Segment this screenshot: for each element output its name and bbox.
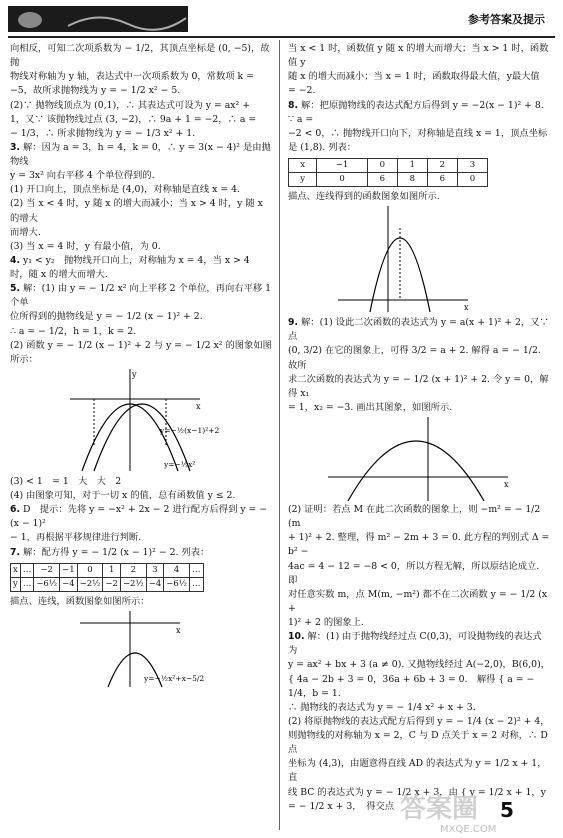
table-cell: 2 [120,563,146,577]
graph-problem-8 [318,204,478,316]
table-cell: 0 [457,173,487,187]
column-divider [279,40,280,830]
left-column [10,42,272,689]
text-line: 解：(1) 由 y = − 1/2 x² 向上平移 2 个单位，再向右平移 1 个单 [10,283,272,309]
text-line: 解：把原抛物线的表达式配方后得到 y = −2(x − 1)² + 8. ∵ a = [288,99,544,125]
text-line: −2 < 0，∴ 抛物线开口向下，对称轴是直线 x = 1，顶点坐标 [288,127,548,139]
text-line: (3) < 1 = 1 大 大 2 [10,475,122,487]
table-row [11,577,204,591]
text-line: (3) 当 x = 4 时，y 有最小值，为 0. [10,240,161,252]
svg-text:y: y [132,369,137,379]
table-cell: 0 [367,159,397,173]
text-line: 描点、连线得到的函数图象如图所示. [288,191,440,202]
text-line: (0, 3/2) 在它的图象上，可得 3/2 = a + 2. 解得 a = − 1/2. 故所 [288,345,541,371]
text-line: 解：配方得 y = − 1/2 (x − 1)² − 2. 列表： [22,546,210,558]
problem-number: 5. [10,283,21,295]
problem-7 [10,546,272,560]
text-line: 当 x < 1 时，函数值 y 随 x 的增大而增大；当 x > 1 时，函数值 y [288,43,549,69]
problem-6 [10,503,272,531]
graph-problem-5 [60,367,260,475]
text-line: ∴ 抛物线的表达式为 y = − 1/4 x² + x + 3. [288,701,476,713]
table-cell: 3 [457,159,487,173]
text-line: 位所得到的抛物线是 y = − 1/2 (x − 1)² + 2. [10,311,203,323]
text-line: 1，又∵ 该抛物线过点 (3, −2)，∴ 9a + 1 = −2，∴ a = [10,113,257,125]
header-title: 参考答案及提示 [468,13,545,26]
text-line: 解：因为 a = 3，h = 4，k = 0，∴ y = 3(x − 4)² 是由抛物线 [10,141,271,167]
text-line: − 1，再根据平移规律进行判断. [10,532,142,544]
text-line: y₁ < y₂ 抛物线开口向上，对称轴为 x = 4，当 x > 4 [22,254,250,266]
table-cell: 1 [103,563,121,577]
page-number: 5 [500,798,514,822]
table-cell: 1 [397,159,427,173]
problem-4 [10,254,272,268]
table-cell: x [289,159,317,173]
right-column [288,42,550,814]
text-line: 描点、连线，函数图象如图所示： [10,595,150,607]
svg-text:x: x [464,303,469,313]
curve-label: y=−½x²+x−5/2 [144,673,205,683]
value-table [288,158,488,187]
svg-text:x: x [196,401,201,411]
text-line: 所示： [10,353,38,365]
text-line: (2)∵ 抛物线顶点为 (0,1)，∴ 其表达式可设为 y = ax² + [10,99,250,111]
problem-5 [10,282,272,310]
curve-label: y=−½(x−1)²+2 [160,425,220,435]
problem-3 [10,141,272,169]
graph-problem-7 [60,609,260,689]
table-cell: −4 [146,577,164,591]
text-line: = 1，x₂ = −3. 画出其图象，如图所示. [288,401,453,413]
text-line: 而增大. [10,226,41,238]
problem-9 [288,316,550,344]
problem-number: 6. [10,504,21,516]
watermark-url: MXQE.COM [440,824,497,835]
table-cell: 0 [317,173,368,187]
table-cell: 8 [397,173,427,187]
text-line: 随 x 的增大而减小；当 x = 1 时，函数取得最大值，y最大值 = −2. [288,71,540,97]
table-cell: 0 [77,563,103,577]
text-line: −5，故所求抛物线为 y = − 1/2 x² − 5. [10,85,181,97]
text-line: y = ax² + bx + 3 (a ≠ 0). 又抛物线经过 A(−2,0)，B(6,0)， [288,659,550,671]
text-line: y = 3x² 向右平移 4 个单位得到的. [10,170,155,182]
table-cell: … [190,577,204,591]
table-cell: x [11,563,21,577]
text-line: D 提示：先将 y = −x² + 2x − 2 进行配方后得到 y = −(x − 1)² [10,504,268,530]
text-line: 时，随 x 的增大而增大. [10,269,108,280]
graph-problem-9 [318,415,518,503]
text-line: 坐标为 (4,3)，由题意得直线 AD 的表达式为 y = 1/2 x + 1，直 [288,758,547,784]
problem-8 [288,99,550,127]
table-cell: y [289,173,317,187]
table-cell: 4 [164,563,190,577]
text-line: + 1)² + 2. 整理，得 m² − 2m + 3 = 0. 此方程的判别式 Δ = b² − [288,532,550,558]
table-cell: −2½ [77,577,103,591]
table-cell: −1 [60,563,78,577]
text-line: 物线对称轴为 y 轴，表达式中一次项系数为 0，常数项 k = [10,71,254,83]
text-line: 线 BC 的表达式为 y = − 1/2 x + 3，由 { y = 1/2 x + 1，y = − 1/2 x + 3， 得交点 [288,786,546,812]
table-cell: … [190,563,204,577]
svg-text:x: x [504,480,509,489]
header-banner [8,6,188,32]
problem-10 [288,630,550,658]
table-row [289,159,488,173]
table-cell: −4 [60,577,78,591]
table-cell: … [20,563,34,577]
text-line: 向相反，可知二次项系数为 − 1/2，其顶点坐标是 (0, −5)，故抛 [10,43,270,69]
text-line: 则抛物线的对称轴为 x = 2，C 与 D 点关于 x = 2 对称，∴ D 点 [288,730,548,756]
text-line: 1)² + 2 的图象上. [288,617,364,628]
table-cell: … [20,577,34,591]
curve-label: y=−½x² [164,459,196,469]
text-line: 是 (1,8). 列表： [288,141,357,153]
table-cell: −1 [317,159,368,173]
value-table [10,563,204,592]
text-line: 求二次函数的表达式为 y = − 1/2 (x + 1)² + 2. 令 y = 0，解得 x₁ [288,373,549,399]
text-line: (2) 证明：若点 M 在此二次函数的图象上，则 −m² = − 1/2 (m [288,504,541,530]
page-header [0,0,563,40]
text-line: (2) 函数 y = − 1/2 (x − 1)² + 2 与 y = − 1/2 x² 的图象如图 [10,339,272,351]
problem-number: 7. [10,546,21,558]
banner-art-icon [8,6,188,32]
problem-number: 8. [288,99,299,111]
text-line: 解：(1) 由于抛物线经过点 C(0,3)，可设抛物线的表达式为 [288,631,542,657]
svg-text:x: x [176,625,181,635]
text-line: 4ac = 4 − 12 = −8 < 0，所以方程无解，所以原结论成立. 即 [288,560,540,586]
table-cell: −2 [103,577,121,591]
table-cell: y [11,577,21,591]
text-line: (2) 将原抛物线的表达式配方后得到 y = − 1/4 (x − 2)² + 4， [288,715,550,727]
table-cell: −6½ [164,577,190,591]
text-line: 对任意实数 m，点 M(m, −m²) 都不在二次函数 y = − 1/2 (x + [288,588,548,614]
text-line: 解：(1) 设此二次函数的表达式为 y = a(x + 1)² + 2，又∵ 点 [288,317,549,343]
text-line: ∴ a = − 1/2，h = 1，k = 2. [10,325,137,337]
text-line: (2) 当 x < 4 时，y 随 x 的增大而减小；当 x > 4 时，y 随 x 的增大 [10,198,263,224]
problem-number: 9. [288,317,299,329]
table-cell: 6 [367,173,397,187]
table-cell: −6½ [34,577,60,591]
text-line: (4) 由图象可知，对于一切 x 的值，总有函数值 y ≤ 2. [10,490,236,501]
table-cell: 6 [427,173,457,187]
text-line: { 4a − 2b + 3 = 0，36a + 6b + 3 = 0. 解得 { a = − 1/4，b = 1. [288,673,535,699]
problem-number: 10. [288,631,305,643]
table-cell: 3 [146,563,164,577]
problem-number: 4. [10,254,21,266]
text-line: − 1/3，∴ 所求抛物线为 y = − 1/3 x² + 1. [10,127,196,139]
table-cell: −2 [34,563,60,577]
table-row [289,173,488,187]
table-cell: −2½ [120,577,146,591]
problem-number: 3. [10,141,21,153]
table-row [11,563,204,577]
header-rule [8,36,555,38]
watermark-logo: 答案圈 [400,794,479,824]
text-line: (1) 开口向上，顶点坐标是 (4,0)，对称轴是直线 x = 4. [10,184,240,196]
table-cell: 2 [427,159,457,173]
